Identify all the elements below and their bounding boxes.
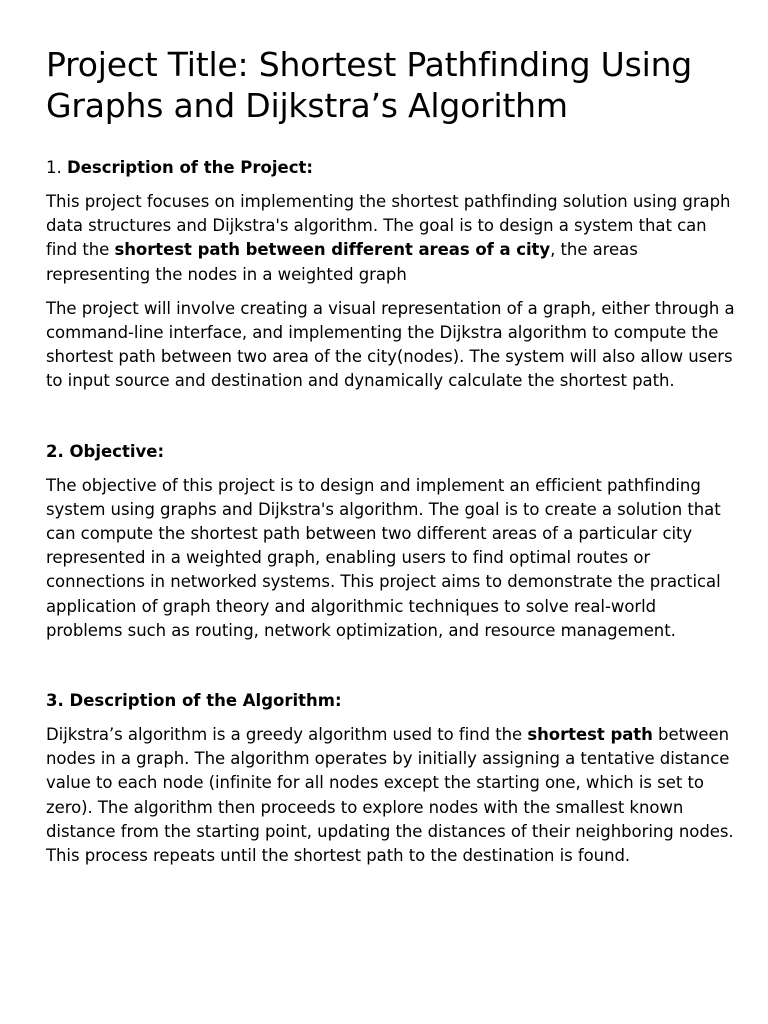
- section-2-heading: [46, 440, 736, 464]
- section-3-label: 3. Description of the Algorithm:: [46, 691, 342, 711]
- section-3-heading: [46, 689, 736, 713]
- section-2-paragraph-1: The objective of this project is to design and implement an efficient pathfinding system using graphs and Dijkstra's algorithm. The goal is to create a solution that can compute the shortest path between two different areas of a particular city represented in a weighted graph, enabling users to find optimal routes or connections in networked systems. This project aims to demonstrate the practical application of graph theory and algorithmic techniques to solve real-world problems such as routing, network optimization, and resource management.: [46, 475, 721, 640]
- section-3-paragraph-1-text-a: Dijkstra’s algorithm is a greedy algorithm used to find the: [46, 725, 528, 745]
- section-3-paragraph-1-text-b: between nodes in a graph. The algorithm operates by initially assigning a tentative distance value to each node (infinite for all nodes except the starting one, which is set to zero). The algorithm then proceeds to explore nodes with the smallest known distance from the starting point, updating the distances of their neighboring nodes. This process repeats until the shortest path to the destination is found.: [46, 725, 734, 866]
- section-3-paragraph-1-bold: shortest path: [527, 725, 653, 745]
- project-title: Project Title: Shortest Pathfinding Using Graphs and Dijkstra’s Algorithm: [46, 45, 693, 125]
- section-2-label: 2. Objective:: [46, 441, 165, 461]
- section-3-paragraph-1: [46, 723, 736, 868]
- section-1-paragraph-1-text-b: , the areas representing the nodes in a weighted graph: [46, 240, 638, 284]
- section-1-paragraph-2: The project will involve creating a visual representation of a graph, either through a command-line interface, and implementing the Dijkstra algorithm to compute the shortest path between two area of the city(nodes). The system will also allow users to input source and destination and dynamically calculate the shortest path.: [46, 298, 735, 391]
- section-1-number: 1.: [46, 158, 62, 177]
- section-1-paragraph-1-bold: shortest path between different areas of a city: [114, 240, 551, 260]
- section-1-label: Description of the Project:: [67, 158, 313, 177]
- section-1-paragraph-1: [46, 190, 736, 287]
- section-gap: [46, 404, 736, 440]
- section-gap: [46, 653, 736, 689]
- section-1-paragraph-1-text-a: This project focuses on implementing the shortest pathfinding solution using graph data structures and Dijkstra's algorithm. The goal is to design a system that can find the: [46, 192, 731, 260]
- section-1-heading: [46, 156, 736, 180]
- document-page: [46, 44, 736, 878]
